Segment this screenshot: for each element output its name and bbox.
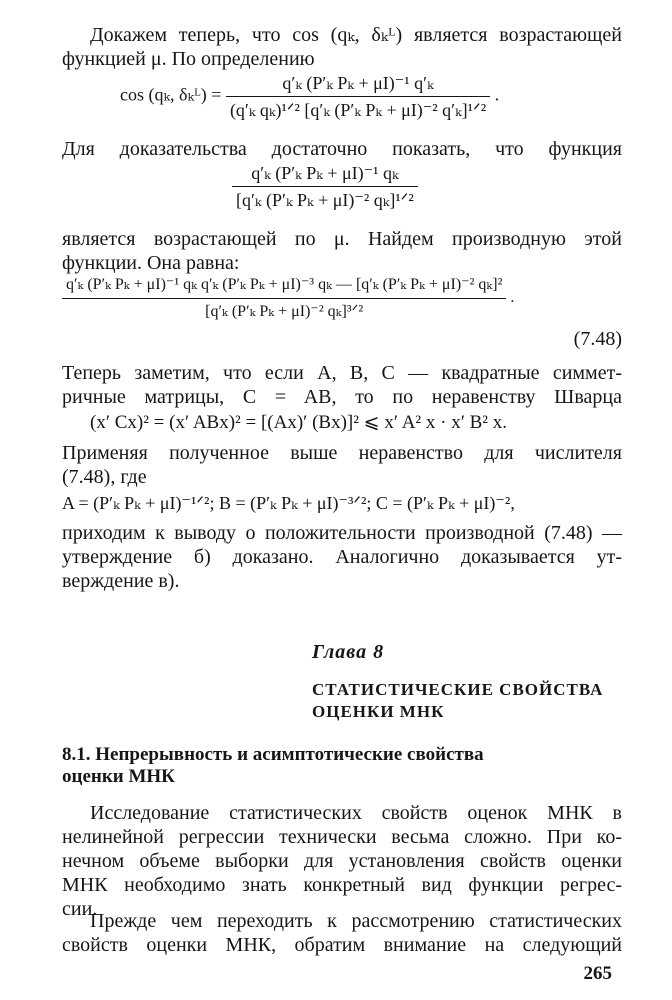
cosine-formula — [120, 72, 499, 121]
formula-fraction — [62, 274, 506, 323]
paragraph-line: сии. — [62, 898, 98, 920]
paragraph-line: Исследование статистических свойств оценок МНК в — [90, 802, 622, 824]
fraction-numerator: q′ₖ (P′ₖ Pₖ + μI)⁻¹ q′ₖ — [226, 72, 490, 97]
formula-period: . — [494, 84, 500, 105]
chapter-title-line: ОЦЕНКИ МНК — [312, 702, 445, 721]
paragraph-line: Для доказательства достаточно показать, что функция — [62, 138, 622, 160]
paragraph-line: является возрастающей по μ. Найдем производную этой — [62, 228, 622, 250]
section-heading-line: оценки МНК — [62, 766, 175, 787]
paragraph-line: Теперь заметим, что если A, B, C — квадратные симмет- — [62, 362, 622, 384]
matrix-definitions: A = (P′ₖ Pₖ + μI)⁻¹ᐟ²; B = (P′ₖ Pₖ + μI)⁻³ᐟ²; C = (P′ₖ Pₖ + μI)⁻², — [62, 493, 515, 513]
equation-number: (7.48) — [573, 328, 622, 350]
schwarz-inequality: (x′ Cx)² = (x′ ABx)² = [(Ax)′ (Bx)]² ⩽ x′ A² x · x′ B² x. — [90, 412, 507, 433]
paragraph-line: ричные матрицы, C = AB, то по неравенству Шварца — [62, 386, 622, 408]
paragraph-line: верждение в). — [62, 570, 180, 592]
formula-fraction — [232, 162, 418, 211]
paragraph-line: свойств оценки МНК, обратим внимание на следующий — [62, 934, 622, 956]
paragraph-line: нечном объеме выборки для установления свойств оценки — [62, 850, 622, 872]
formula-fraction — [226, 72, 490, 121]
page-number: 265 — [583, 963, 612, 984]
fraction-numerator: q′ₖ (P′ₖ Pₖ + μI)⁻¹ qₖ q′ₖ (P′ₖ Pₖ + μI)⁻³ qₖ — [q′ₖ (P′ₖ Pₖ + μI)⁻² qₖ]² — [62, 274, 506, 299]
paragraph-line: Применяя полученное выше неравенство для числителя — [62, 442, 622, 464]
function-formula — [232, 162, 418, 211]
paragraph-line: МНК необходимо знать конкретный вид функции регрес- — [62, 874, 622, 896]
paragraph-line: Прежде чем переходить к рассмотрению статистических — [90, 910, 622, 932]
formula-period: . — [510, 289, 515, 307]
paragraph-line: приходим к выводу о положительности производной (7.48) — — [62, 522, 622, 544]
fraction-denominator: [q′ₖ (P′ₖ Pₖ + μI)⁻² qₖ]¹ᐟ² — [236, 190, 414, 210]
section-heading-line: 8.1. Непрерывность и асимптотические свойства — [62, 744, 484, 765]
fraction-numerator: q′ₖ (P′ₖ Pₖ + μI)⁻¹ qₖ — [232, 162, 418, 187]
formula-lhs: cos (qₖ, δₖᴸ) = — [120, 84, 222, 105]
paragraph-line: Докажем теперь, что cos (qₖ, δₖᴸ) является возрастающей — [90, 24, 622, 46]
chapter-label: Глава 8 — [312, 641, 385, 663]
paragraph-line: утверждение б) доказано. Аналогично доказывается ут- — [62, 546, 622, 568]
fraction-denominator: [q′ₖ (P′ₖ Pₖ + μI)⁻² qₖ]³ᐟ² — [205, 303, 364, 320]
paragraph-line: функцией μ. По определению — [62, 48, 315, 70]
paragraph-line: (7.48), где — [62, 466, 147, 488]
paragraph-line: функции. Она равна: — [62, 252, 240, 274]
chapter-title-line: СТАТИСТИЧЕСКИЕ СВОЙСТВА — [312, 680, 604, 699]
fraction-denominator: (q′ₖ qₖ)¹ᐟ² [q′ₖ (P′ₖ Pₖ + μI)⁻² q′ₖ]¹ᐟ² — [229, 100, 487, 120]
derivative-formula — [62, 274, 514, 323]
paragraph-line: нелинейной регрессии технически весьма сложно. При ко- — [62, 826, 622, 848]
